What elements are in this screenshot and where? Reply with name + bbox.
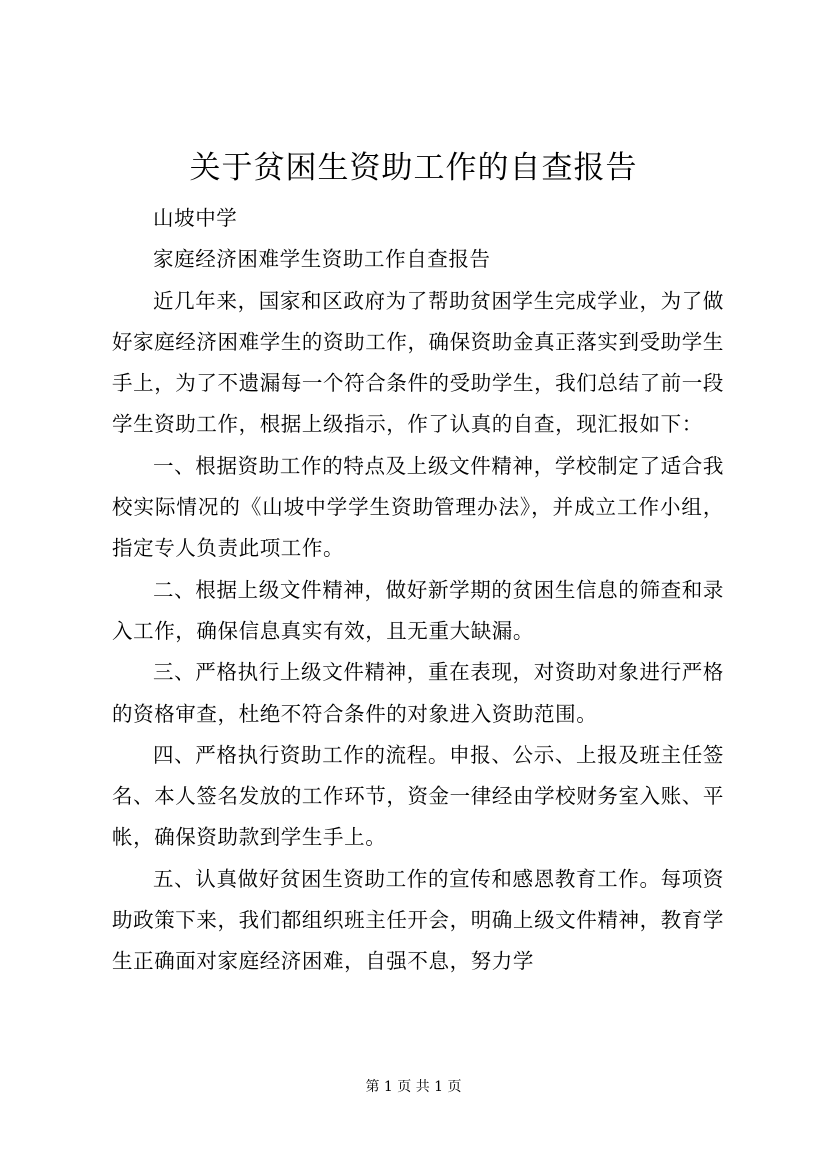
item-3-paragraph: 三、严格执行上级文件精神，重在表现，对资助对象进行严格的资格审查，杜绝不符合条件的对象进入资助范围。 [112,660,724,726]
document-body [112,198,724,983]
document-title: 关于贫困生资助工作的自查报告 [189,150,638,186]
intro-paragraph: 近几年来，国家和区政府为了帮助贫困学生完成学业，为了做好家庭经济困难学生的资助工作，确保资助金真正落实到受助学生手上，为了不遗漏每一个符合条件的受助学生，我们总结了前一段学生资助工作，根据上级指示，作了认真的自查，现汇报如下： [112,288,724,437]
school-name: 山坡中学 [153,206,238,230]
report-subtitle: 家庭经济困难学生资助工作自查报告 [153,247,491,272]
item-2-paragraph: 二、根据上级文件精神，做好新学期的贫困生信息的筛查和录入工作，确保信息真实有效，且无重大缺漏。 [112,577,724,643]
page-number-footer: 第 1 页 共 1 页 [365,1079,462,1095]
item-5-paragraph: 五、认真做好贫困生资助工作的宣传和感恩教育工作。每项资助政策下来，我们都组织班主任开会，明确上级文件精神，教育学生正确面对家庭经济困难，自强不息，努力学 [112,866,724,974]
item-1-paragraph: 一、根据资助工作的特点及上级文件精神，学校制定了适合我校实际情况的《山坡中学学生资助管理办法》，并成立工作小组，指定专人负责此项工作。 [112,453,724,561]
item-4-paragraph: 四、严格执行资助工作的流程。申报、公示、上报及班主任签名、本人签名发放的工作环节，资金一律经由学校财务室入账、平帐，确保资助款到学生手上。 [112,742,724,850]
